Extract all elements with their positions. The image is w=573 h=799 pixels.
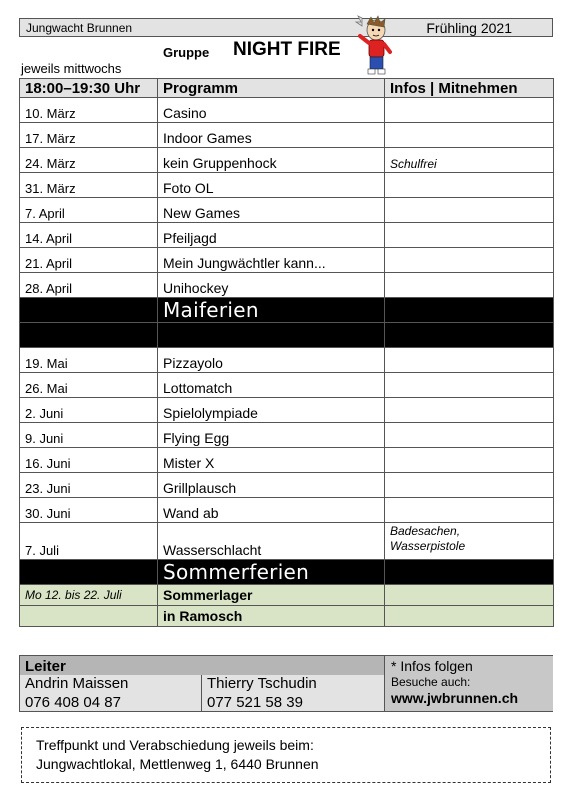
leader-name: Thierry Tschudin <box>207 675 317 692</box>
row-program: Flying Egg <box>158 423 385 448</box>
row-info <box>385 523 554 560</box>
group-label: Gruppe <box>163 45 210 60</box>
row-date: 16. Juni <box>20 448 158 473</box>
org-name: Jungwacht Brunnen <box>26 21 133 35</box>
row-program: Spielolympiade <box>158 398 385 423</box>
row-program: Wasserschlacht <box>158 523 385 560</box>
weekday-note: jeweils mittwochs <box>21 61 122 76</box>
table-header-row <box>20 79 554 98</box>
row-info <box>385 273 554 298</box>
row-program: Mister X <box>158 448 385 473</box>
visit-label: Besuche auch: <box>391 675 471 689</box>
leaders-title: Leiter <box>25 658 66 675</box>
holiday-title: Sommerferien <box>158 560 385 585</box>
table-row <box>20 523 554 560</box>
website-link[interactable]: www.jwbrunnen.ch <box>391 690 519 706</box>
row-program: Casino <box>158 98 385 123</box>
row-info <box>385 473 554 498</box>
row-info <box>385 198 554 223</box>
page-header <box>19 18 553 37</box>
row-info <box>385 248 554 273</box>
row-program: Unihockey <box>158 273 385 298</box>
row-date: 23. Juni <box>20 473 158 498</box>
row-program: New Games <box>158 198 385 223</box>
group-name: NIGHT FIRE <box>233 39 341 60</box>
holiday-title: Maiferien <box>158 298 385 323</box>
table-row <box>20 98 554 123</box>
row-program: Lottomatch <box>158 373 385 398</box>
info-note: * Infos folgen <box>391 658 473 674</box>
row-date: 30. Juni <box>20 498 158 523</box>
leader-phone: 076 408 04 87 <box>25 694 121 711</box>
table-row <box>20 498 554 523</box>
leaders-box <box>19 655 553 712</box>
leader-name: Andrin Maissen <box>25 675 129 692</box>
row-info <box>385 423 554 448</box>
table-row <box>20 373 554 398</box>
info-note-box <box>384 656 553 711</box>
row-info <box>385 348 554 373</box>
row-info <box>385 123 554 148</box>
table-row <box>20 273 554 298</box>
table-row <box>20 398 554 423</box>
camp-location: in Ramosch <box>158 606 385 627</box>
header-program: Programm <box>158 79 385 98</box>
table-row <box>20 223 554 248</box>
camp-date: Mo 12. bis 22. Juli <box>20 585 158 606</box>
row-date: 28. April <box>20 273 158 298</box>
row-info <box>385 223 554 248</box>
row-date: 24. März <box>20 148 158 173</box>
row-date: 31. März <box>20 173 158 198</box>
camp-row <box>20 606 554 627</box>
row-date: 10. März <box>20 98 158 123</box>
row-info <box>385 448 554 473</box>
row-program: Foto OL <box>158 173 385 198</box>
row-program: Mein Jungwächtler kann... <box>158 248 385 273</box>
row-date: 17. März <box>20 123 158 148</box>
row-info: Schulfrei <box>385 148 554 173</box>
header-time: 18:00–19:30 Uhr <box>20 79 158 98</box>
row-info <box>385 98 554 123</box>
row-info <box>385 373 554 398</box>
season: Frühling 2021 <box>426 20 512 36</box>
meeting-line-1: Treffpunkt und Verabschiedung jeweils beim: <box>36 737 314 753</box>
camp-row <box>20 585 554 606</box>
mascot-illustration <box>352 14 394 78</box>
holiday-row-sommerferien <box>20 560 554 585</box>
leader-1 <box>20 675 202 711</box>
schedule-table <box>19 78 554 627</box>
row-program: kein Gruppenhock <box>158 148 385 173</box>
table-row <box>20 448 554 473</box>
header-info: Infos | Mitnehmen <box>385 79 554 98</box>
camp-title: Sommerlager <box>158 585 385 606</box>
table-row <box>20 473 554 498</box>
row-info <box>385 173 554 198</box>
row-date: 7. April <box>20 198 158 223</box>
meeting-point-box <box>21 727 551 783</box>
row-date: 9. Juni <box>20 423 158 448</box>
row-program: Indoor Games <box>158 123 385 148</box>
row-info-line2: Wasserpistole <box>390 539 466 553</box>
meeting-line-2: Jungwachtlokal, Mettlenweg 1, 6440 Brunnen <box>36 756 319 772</box>
row-info-line1: Badesachen, <box>390 524 461 538</box>
holiday-row-spacer <box>20 323 554 348</box>
row-date: 7. Juli <box>20 523 158 560</box>
row-program: Pfeiljagd <box>158 223 385 248</box>
row-date: 14. April <box>20 223 158 248</box>
leader-phone: 077 521 58 39 <box>207 694 303 711</box>
row-program: Pizzayolo <box>158 348 385 373</box>
row-date: 26. Mai <box>20 373 158 398</box>
table-row <box>20 198 554 223</box>
leader-2 <box>202 675 384 711</box>
row-info <box>385 498 554 523</box>
row-date: 19. Mai <box>20 348 158 373</box>
row-info <box>385 398 554 423</box>
table-row <box>20 248 554 273</box>
table-row <box>20 423 554 448</box>
table-row <box>20 173 554 198</box>
table-row <box>20 348 554 373</box>
row-date: 2. Juni <box>20 398 158 423</box>
row-date: 21. April <box>20 248 158 273</box>
table-row <box>20 123 554 148</box>
table-row <box>20 148 554 173</box>
holiday-row-maiferien <box>20 298 554 323</box>
row-program: Wand ab <box>158 498 385 523</box>
row-program: Grillplausch <box>158 473 385 498</box>
